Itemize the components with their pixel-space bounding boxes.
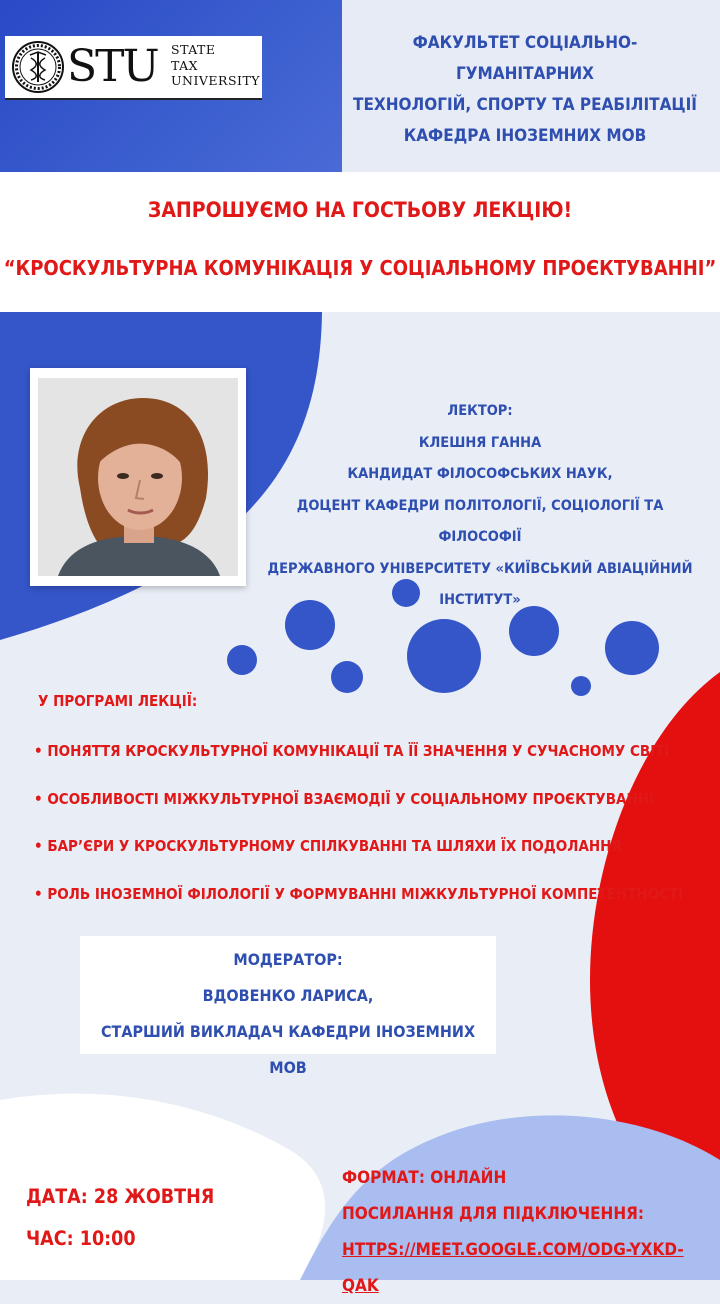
lecturer-degree: КАНДИДАТ ФІЛОСОФСЬКИХ НАУК, [347, 466, 613, 482]
invitation-banner [0, 172, 720, 312]
logo-abbr: STU [67, 41, 158, 92]
event-date: ДАТА: 28 ЖОВТНЯ [26, 1185, 215, 1208]
portrait-image [38, 378, 238, 576]
lecturer-photo-frame [30, 368, 246, 586]
moderator-info [80, 942, 496, 1086]
logo-name [171, 42, 260, 89]
program-heading: У ПРОГРАМІ ЛЕКЦІЇ: [38, 692, 198, 710]
faculty-line-2: ТЕХНОЛОГІЙ, СПОРТУ ТА РЕАБІЛІТАЦІЇ [353, 95, 697, 115]
lecturer-photo [38, 378, 238, 576]
program-item: • РОЛЬ ІНОЗЕМНОЇ ФІЛОЛОГІЇ У ФОРМУВАННІ МІЖКУЛЬТУРНОЇ КОМПЕТЕНТНОСТІ [34, 884, 684, 903]
lecturer-name: КЛЕШНЯ ГАННА [418, 434, 542, 451]
seal-icon [11, 40, 65, 94]
logo-line-2: TAX [171, 57, 199, 73]
program-item: • БАР’ЄРИ У КРОСКУЛЬТУРНОМУ СПІЛКУВАННІ ТА ШЛЯХИ ЇХ ПОДОЛАННЯ [34, 837, 622, 855]
moderator-label: МОДЕРАТОР: [233, 950, 343, 969]
program-item: • ПОНЯТТЯ КРОСКУЛЬТУРНОЇ КОМУНІКАЦІЇ ТА ЇЇ ЗНАЧЕННЯ У СУЧАСНОМУ СВІТІ [34, 742, 670, 760]
lecturer-position: ДОЦЕНТ КАФЕДРИ ПОЛІТОЛОГІЇ, СОЦІОЛОГІЇ ТА ФІЛОСОФІЇ [296, 497, 664, 545]
logo-line-3: UNIVERSITY [171, 73, 261, 88]
format-label: ФОРМАТ: ОНЛАЙН [342, 1168, 507, 1188]
decorative-dots [0, 570, 720, 700]
university-logo [5, 36, 262, 100]
event-time: ЧАС: 10:00 [26, 1227, 136, 1250]
logo-line-1: STATE [171, 42, 216, 57]
faculty-line-1: ФАКУЛЬТЕТ СОЦІАЛЬНО-ГУМАНІТАРНИХ [412, 33, 638, 84]
lecture-title: “КРОСКУЛЬТУРНА КОМУНІКАЦІЯ У СОЦІАЛЬНОМУ ПРОЄКТУВАННІ” [3, 256, 717, 280]
faculty-line-3: КАФЕДРА ІНОЗЕМНИХ МОВ [403, 126, 647, 146]
lecturer-label: ЛЕКТОР: [447, 403, 513, 419]
meeting-link[interactable]: HTTPS://MEET.GOOGLE.COM/ODG-YXKD-QAK [342, 1240, 684, 1296]
program-item: • ОСОБЛИВОСТІ МІЖКУЛЬТУРНОЇ ВЗАЄМОДІЇ У СОЦІАЛЬНОМУ ПРОЄКТУВАННІ [34, 789, 655, 808]
link-label: ПОСИЛАННЯ ДЛЯ ПІДКЛЮЧЕННЯ: [342, 1204, 645, 1224]
moderator-position: СТАРШИЙ ВИКЛАДАЧ КАФЕДРИ ІНОЗЕМНИХ МОВ [100, 1022, 476, 1077]
moderator-name: ВДОВЕНКО ЛАРИСА, [202, 986, 374, 1005]
event-datetime [26, 1176, 214, 1260]
faculty-title [350, 28, 700, 152]
program-list [34, 728, 683, 918]
moderator-box [80, 936, 496, 1077]
invitation-heading: ЗАПРОШУЄМО НА ГОСТЬОВУ ЛЕКЦІЮ! [147, 198, 573, 222]
lecturer-university: ДЕРЖАВНОГО УНІВЕРСИТЕТУ «КИЇВСЬКИЙ АВІАЦІЙНИЙ ІНСТИТУТ» [267, 560, 693, 608]
event-format [342, 1160, 720, 1304]
